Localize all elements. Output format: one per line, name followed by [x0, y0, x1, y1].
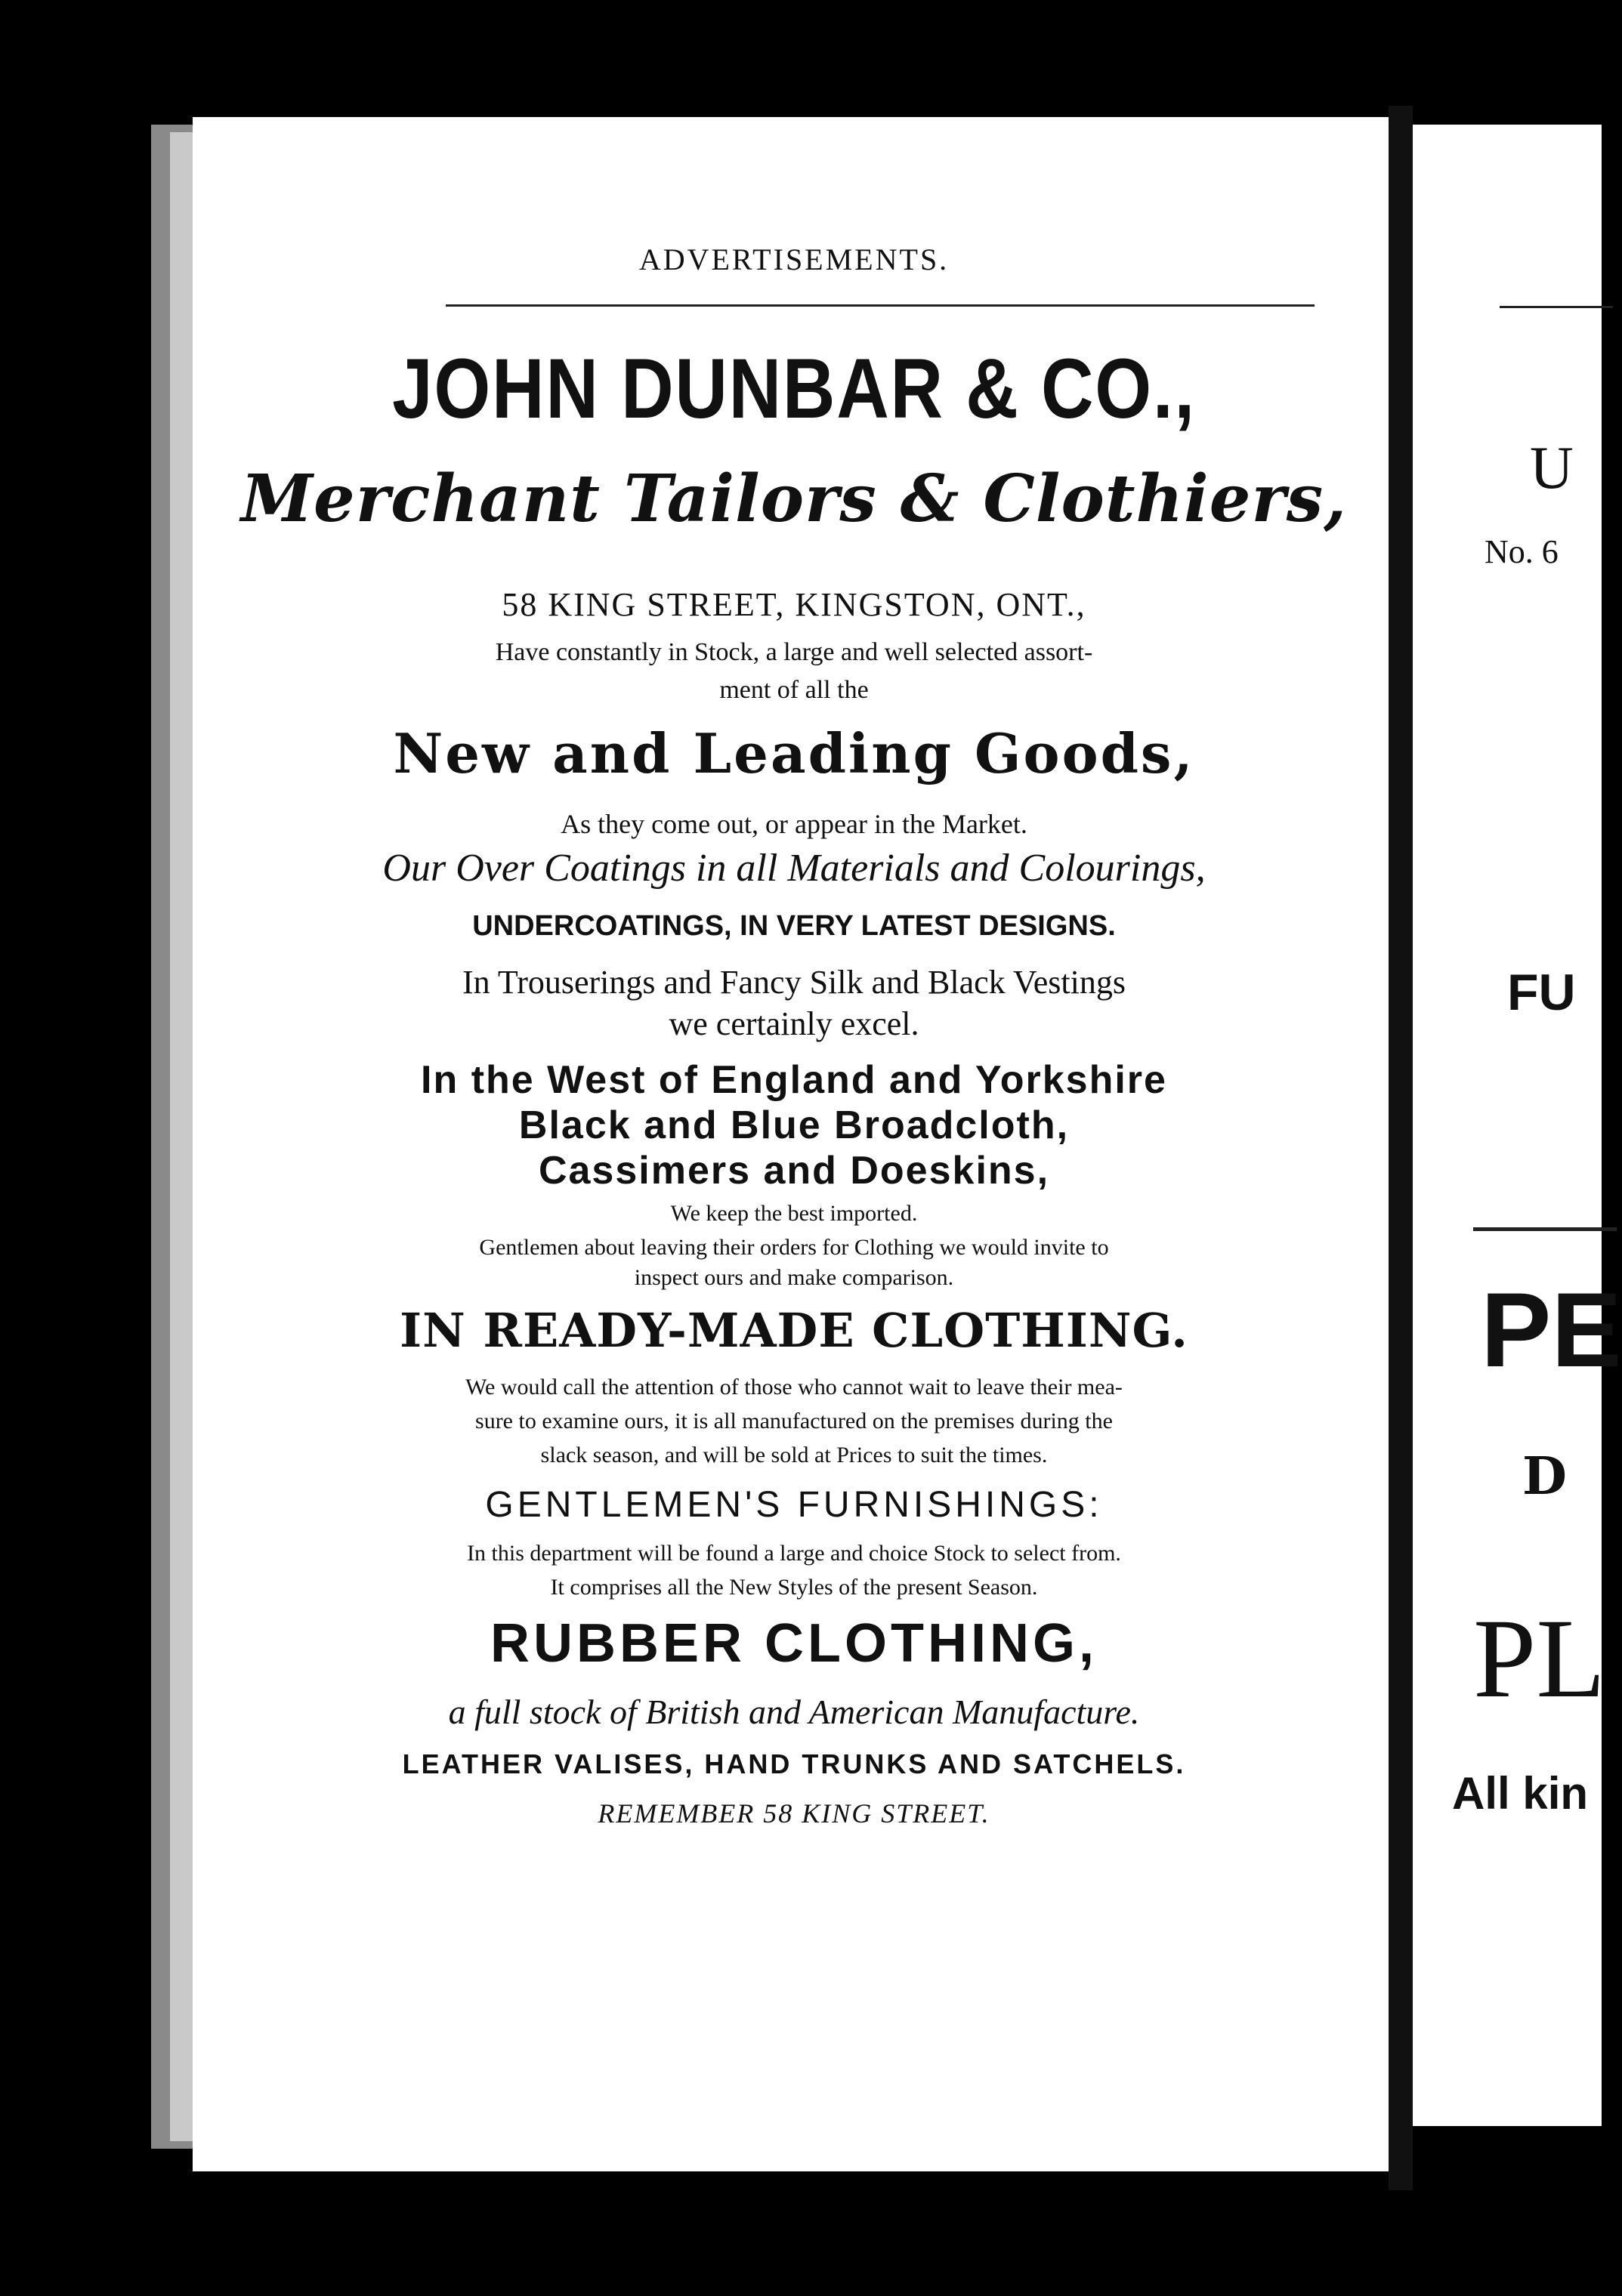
- furnishings-heading: GENTLEMEN'S FURNISHINGS:: [485, 1485, 1103, 1525]
- west-line-3: Cassimers and Doeskins,: [538, 1149, 1050, 1193]
- right-fragment-pe: PE: [1481, 1270, 1622, 1389]
- gentlemen-line-1: Gentlemen about leaving their orders for Clothing we would invite to: [479, 1235, 1109, 1260]
- intro-line-2: ment of all the: [719, 676, 869, 704]
- market-line: As they come out, or appear in the Market.: [561, 809, 1027, 839]
- overcoatings-line: Our Over Coatings in all Materials and Colourings,: [382, 847, 1206, 890]
- right-section-rule: [1473, 1227, 1617, 1231]
- remember-line: REMEMBER 58 KING STREET.: [598, 1798, 990, 1828]
- department-line-2: It comprises all the New Styles of the present Season.: [550, 1575, 1038, 1600]
- undercoatings-line: UNDERCOATINGS, IN VERY LATEST DESIGNS.: [472, 910, 1116, 942]
- trouserings-line-1: In Trouserings and Fancy Silk and Black Vestings: [462, 964, 1126, 1001]
- right-fragment-u: U: [1530, 435, 1574, 501]
- ready-made-heading: IN READY-MADE CLOTHING.: [400, 1303, 1188, 1358]
- left-page: [193, 117, 1395, 2171]
- trouserings-line-2: we certainly excel.: [669, 1005, 919, 1042]
- new-goods-heading: New and Leading Goods,: [393, 721, 1195, 785]
- book-gutter: [1389, 106, 1413, 2190]
- attention-line-1: We would call the attention of those who cannot wait to leave their mea-: [465, 1375, 1123, 1400]
- attention-line-3: slack season, and will be sold at Prices to suit the times.: [540, 1443, 1048, 1467]
- right-fragment-d: D: [1522, 1446, 1567, 1507]
- page-header: ADVERTISEMENTS.: [638, 242, 950, 276]
- firm-name: JOHN DUNBAR & CO.,: [392, 341, 1196, 436]
- keep-best-line: We keep the best imported.: [670, 1201, 918, 1226]
- right-fragment-fu: FU: [1507, 964, 1576, 1021]
- intro-line-1: Have constantly in Stock, a large and well selected assort-: [495, 638, 1093, 666]
- west-line-1: In the West of England and Yorkshire: [421, 1058, 1167, 1102]
- right-fragment-no6: No. 6: [1485, 533, 1559, 570]
- gentlemen-line-2: inspect ours and make comparison.: [634, 1265, 954, 1290]
- right-header-rule: [1500, 306, 1613, 308]
- leather-line: LEATHER VALISES, HAND TRUNKS AND SATCHELS.: [402, 1748, 1186, 1779]
- department-line-1: In this department will be found a large and choice Stock to select from.: [467, 1541, 1121, 1566]
- header-rule: [446, 304, 1315, 307]
- firm-trade: Merchant Tailors & Clothiers,: [240, 461, 1348, 537]
- right-fragment-all-kin: All kin: [1452, 1768, 1589, 1819]
- address: 58 KING STREET, KINGSTON, ONT.,: [502, 586, 1086, 623]
- attention-line-2: sure to examine ours, it is all manufactured on the premises during the: [475, 1409, 1113, 1433]
- right-fragment-pl: PL: [1473, 1596, 1606, 1721]
- right-page: [1413, 125, 1622, 2126]
- west-line-2: Black and Blue Broadcloth,: [518, 1103, 1070, 1147]
- rubber-heading: RUBBER CLOTHING,: [490, 1613, 1098, 1674]
- full-stock-line: a full stock of British and American Manufacture.: [448, 1693, 1140, 1731]
